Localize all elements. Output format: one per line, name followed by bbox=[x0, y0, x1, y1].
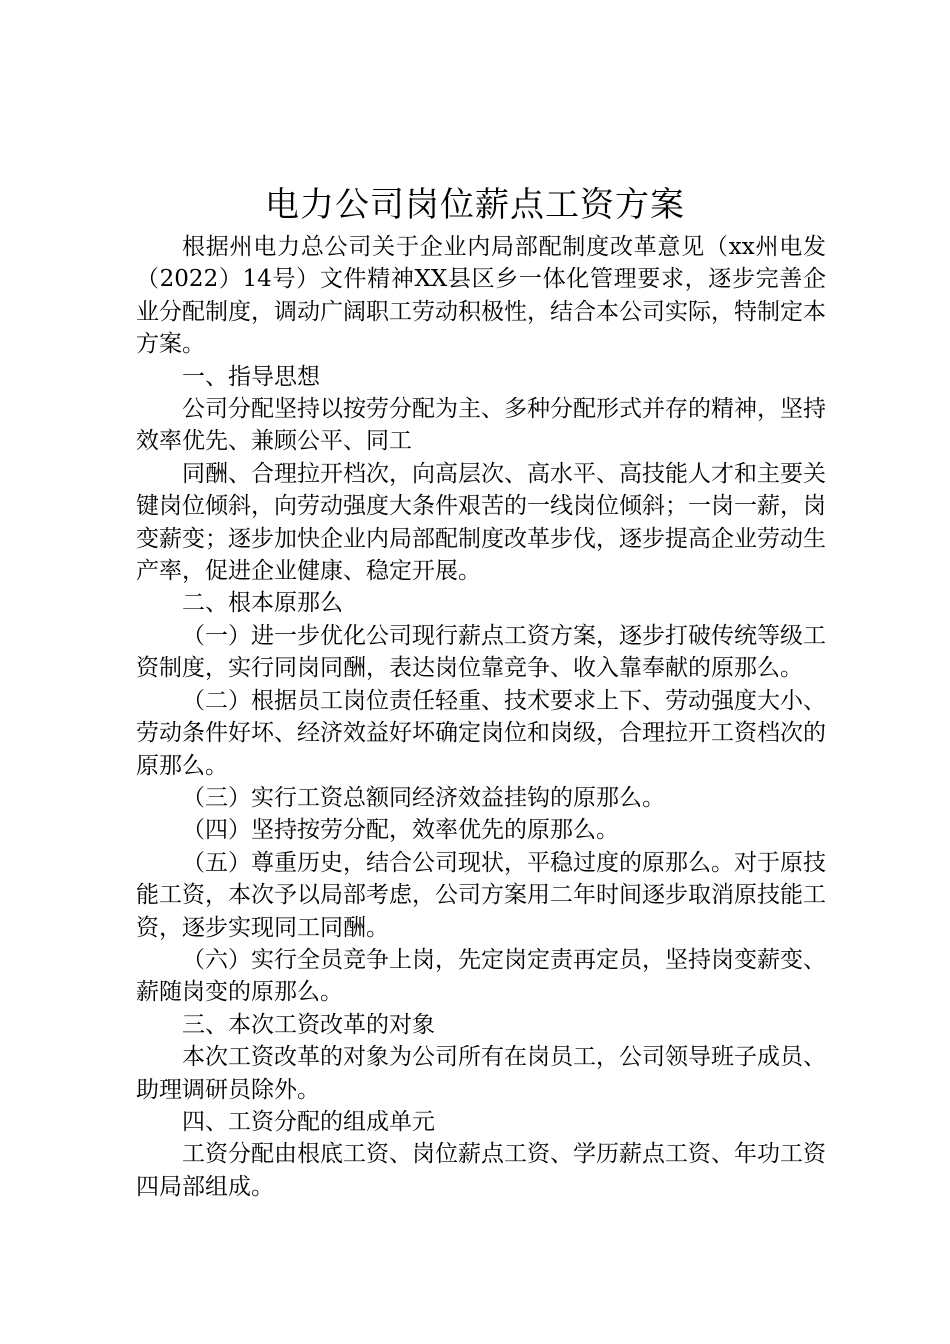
principle-item-5: （五）尊重历史，结合公司现状，平稳过度的原那么。对于原技能工资，本次予以局部考虑，公司方案用二年时间逐步取消原技能工资，逐步实现同工同酬。 bbox=[136, 849, 826, 941]
principle-item-6: （六）实行全员竞争上岗，先定岗定责再定员，坚持岗变薪变、薪随岗变的原那么。 bbox=[136, 946, 826, 1006]
intro-paragraph: 根据州电力总公司关于企业内局部配制度改革意见（xx州电发（2022）14号）文件精神XX县区乡一体化管理要求，逐步完善企业分配制度，调动广阔职工劳动积极性，结合本公司实际，特制定本方案。 bbox=[136, 234, 826, 358]
body-paragraph: 公司分配坚持以按劳分配为主、多种分配形式并存的精神，坚持效率优先、兼顾公平、同工 bbox=[136, 396, 826, 455]
body-paragraph: 本次工资改革的对象为公司所有在岗员工，公司领导班子成员、助理调研员除外。 bbox=[136, 1044, 826, 1103]
section-heading-guiding-ideology: 一、指导思想 bbox=[182, 363, 320, 390]
section-heading-basic-principles: 二、根本原那么 bbox=[182, 590, 343, 617]
body-paragraph: 工资分配由根底工资、岗位薪点工资、学历薪点工资、年功工资四局部组成。 bbox=[136, 1141, 826, 1200]
document-body bbox=[136, 231, 826, 1203]
principle-item-3: （三）实行工资总额同经济效益挂钩的原那么。 bbox=[182, 784, 665, 811]
principle-item-4: （四）坚持按劳分配，效率优先的原那么。 bbox=[182, 817, 619, 844]
principle-item-2: （二）根据员工岗位责任轻重、技术要求上下、劳动强度大小、劳动条件好坏、经济效益好坏确定岗位和岗级，合理拉开工资档次的原那么。 bbox=[136, 687, 826, 779]
section-heading-pay-components: 四、工资分配的组成单元 bbox=[182, 1108, 435, 1135]
document-title: 电力公司岗位薪点工资方案 bbox=[265, 185, 685, 225]
body-paragraph: 同酬、合理拉开档次，向高层次、高水平、高技能人才和主要关键岗位倾斜，向劳动强度大条件艰苦的一线岗位倾斜；一岗一薪，岗变薪变；逐步加快企业内局部配制度改革步伐，逐步提高企业劳动生产率，促进企业健康、稳定开展。 bbox=[136, 460, 826, 585]
section-heading-reform-scope: 三、本次工资改革的对象 bbox=[182, 1011, 435, 1038]
principle-item-1: （一）进一步优化公司现行薪点工资方案，逐步打破传统等级工资制度，实行同岗同酬，表达岗位靠竞争、收入靠奉献的原那么。 bbox=[136, 622, 826, 682]
